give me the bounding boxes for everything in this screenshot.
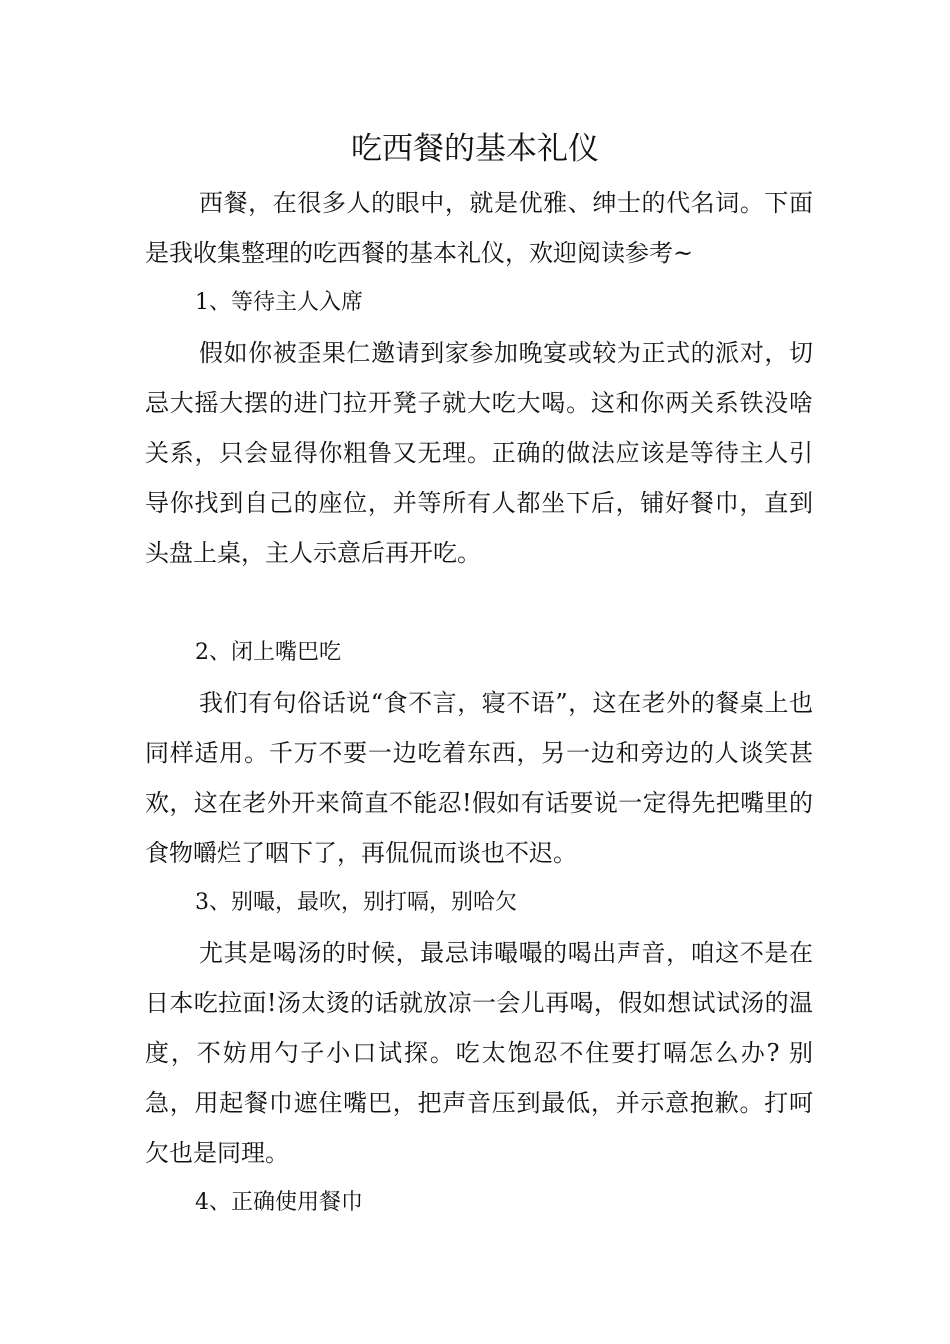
section-body-3: 尤其是喝汤的时候，最忌讳嘬嘬的喝出声音，咱这不是在日本吃拉面!汤太烫的话就放凉一会儿再喝，假如想试试汤的温度，不妨用勺子小口试探。吃太饱忍不住要打嗝怎么办? 别急，用起餐巾遮住嘴巴，把声音压到最低，并示意抱歉。打呵欠也是同理。 bbox=[145, 939, 813, 1167]
section-heading-4: 4、正确使用餐巾 bbox=[195, 1190, 363, 1215]
blank-line bbox=[145, 578, 813, 628]
section-heading-2: 2、闭上嘴巴吃 bbox=[195, 640, 341, 665]
section-body-1: 假如你被歪果仁邀请到家参加晚宴或较为正式的派对，切忌大摇大摆的进门拉开凳子就大吃大喝。这和你两关系铁没啥关系，只会显得你粗鲁又无理。正确的做法应该是等待主人引导你找到自己的座位，并等所有人都坐下后，铺好餐巾，直到头盘上桌，主人示意后再开吃。 bbox=[145, 339, 813, 567]
intro-paragraph: 西餐，在很多人的眼中，就是优雅、绅士的代名词。下面是我收集整理的吃西餐的基本礼仪，欢迎阅读参考~ bbox=[145, 189, 813, 267]
section-heading-3: 3、别嘬，最吹，别打嗝，别哈欠 bbox=[195, 890, 517, 915]
section-body-2: 我们有句俗话说“食不言，寝不语”，这在老外的餐桌上也同样适用。千万不要一边吃着东西，另一边和旁边的人谈笑甚欢，这在老外开来简直不能忍!假如有话要说一定得先把嘴里的食物嚼烂了咽下了，再侃侃而谈也不迟。 bbox=[145, 689, 813, 867]
document-title: 吃西餐的基本礼仪 bbox=[351, 131, 599, 167]
section-heading-1: 1、等待主人入席 bbox=[195, 290, 363, 315]
document-body bbox=[145, 178, 813, 1228]
